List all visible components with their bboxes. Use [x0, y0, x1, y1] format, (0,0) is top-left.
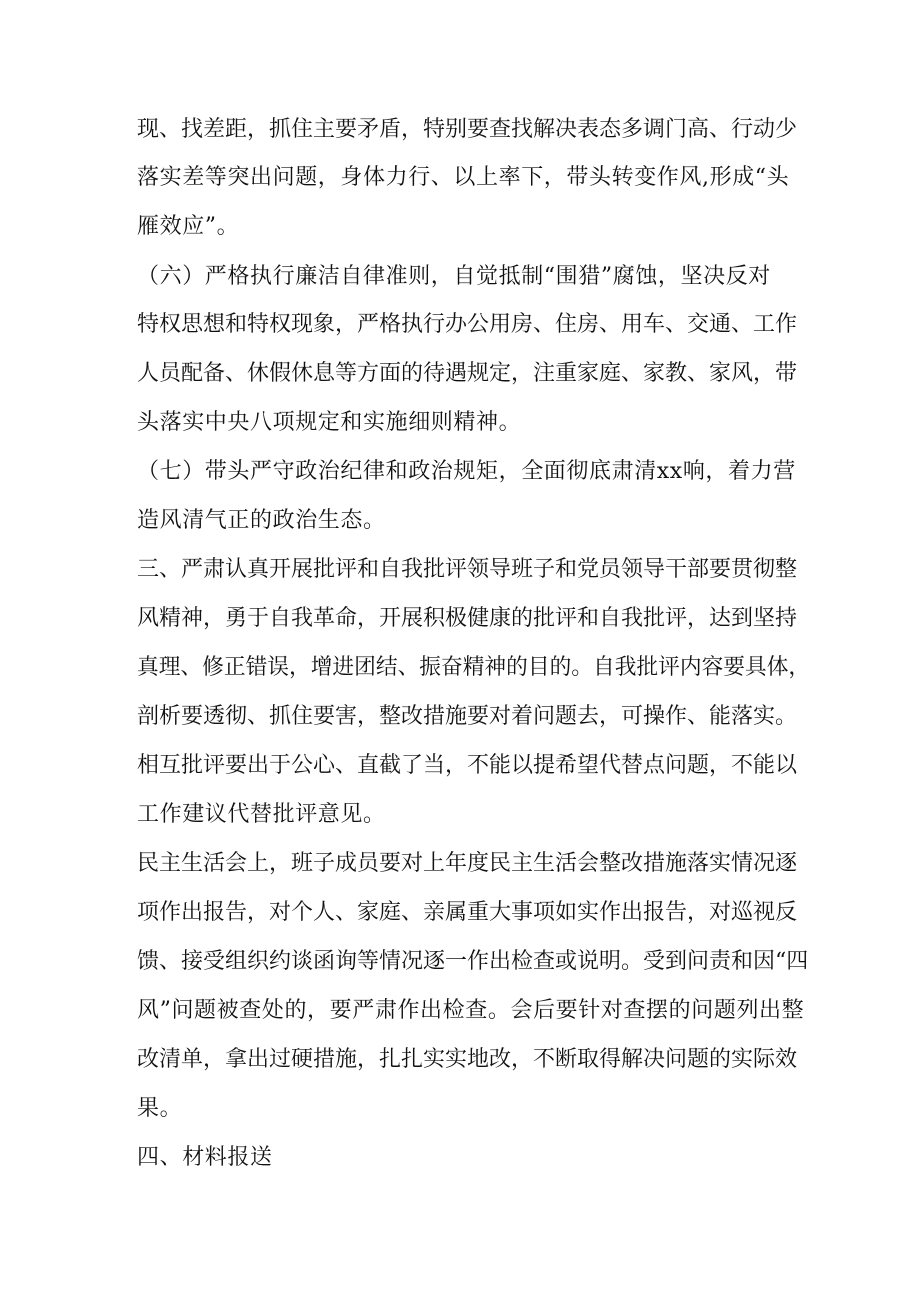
- text-line: 项作出报告，对个人、家庭、亲属重大事项如实作出报告，对巡视反: [137, 900, 798, 925]
- text-line: 头落实中央八项规定和实施细则精神。: [137, 410, 522, 435]
- text-line: 剖析要透彻、抓住要害，整改措施要对着问题去，可操作、能落实。: [137, 704, 798, 729]
- text-line: 四、材料报送: [137, 1145, 273, 1170]
- text-line: 人员配备、休假休息等方面的待遇规定，注重家庭、家教、家风，带: [137, 361, 798, 386]
- text-line: 落实差等突出问题，身体力行、以上率下，带头转变作风,形成“头: [137, 165, 790, 190]
- text-line: 三、严肃认真开展批评和自我批评领导班子和党员领导干部要贯彻整: [137, 557, 798, 582]
- text-line: 现、找差距，抓住主要矛盾，特别要查找解决表态多调门高、行动少: [137, 117, 798, 142]
- text-line: 造风清气正的政治生态。: [137, 508, 386, 533]
- text-line: 果。: [137, 1096, 183, 1121]
- text-line: 雁效应”。: [137, 214, 240, 239]
- text-line: 相互批评要出于公心、直截了当，不能以提希望代替点问题，不能以: [137, 753, 798, 778]
- text-line: （六）严格执行廉洁自律准则，自觉抵制“围猎”腐蚀，坚决反对: [137, 264, 771, 289]
- text-line: 改清单，拿出过硬措施，扎扎实实地改，不断取得解决问题的实际效: [137, 1047, 798, 1072]
- text-line: 风”问题被查处的，要严肃作出检查。会后要针对查摆的问题列出整: [137, 998, 805, 1023]
- text-line: 馈、接受组织约谈函询等情况逐一作出检查或说明。受到问责和因“四: [137, 949, 809, 974]
- text-line: 风精神，勇于自我革命，开展积极健康的批评和自我批评，达到坚持: [137, 606, 798, 631]
- text-line: 特权思想和特权现象，严格执行办公用房、住房、用车、交通、工作: [137, 312, 798, 337]
- text-line: （七）带头严守政治纪律和政治规矩，全面彻底肃清xx响，着力营: [137, 459, 796, 484]
- text-line: 工作建议代替批评意见。: [137, 802, 386, 827]
- text-line: 民主生活会上，班子成员要对上年度民主生活会整改措施落实情况逐: [137, 851, 798, 876]
- text-line: 真理、修正错误，增进团结、振奋精神的目的。自我批评内容要具体，: [137, 655, 811, 680]
